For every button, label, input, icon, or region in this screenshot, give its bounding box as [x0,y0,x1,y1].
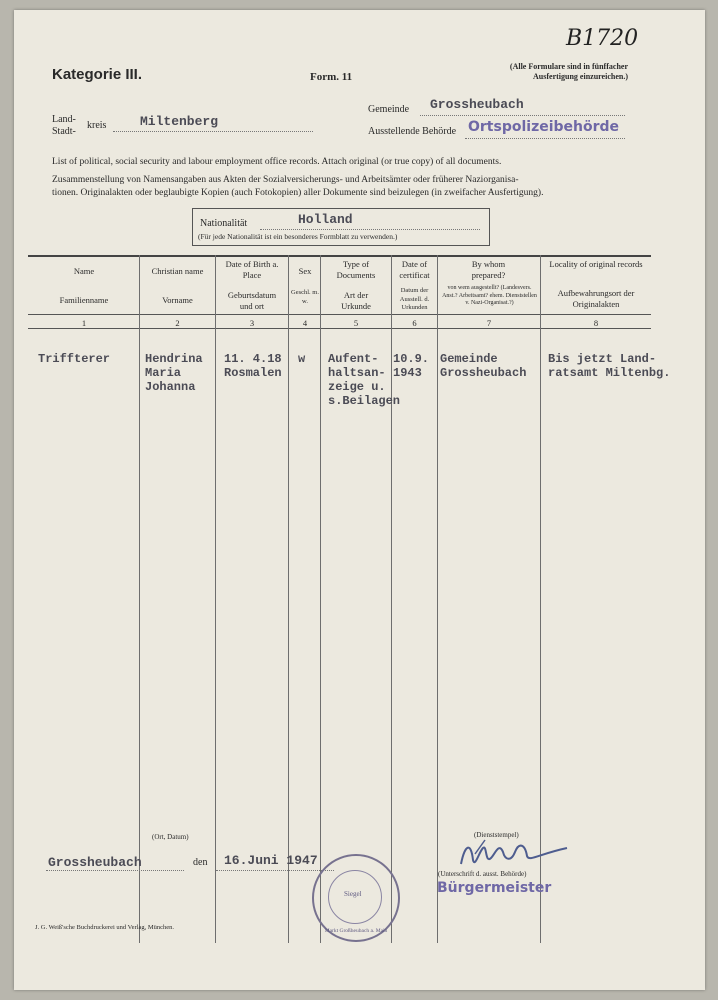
behoerde-label: Ausstellende Behörde [368,126,457,137]
col-divider [288,255,289,943]
col-sex-en: Sex [298,266,312,276]
col-divider [437,255,438,943]
behoerde-stamp: Ortspolizeibehörde [468,119,620,135]
col-num: 4 [302,318,308,328]
category-title: Kategorie III. [52,66,143,83]
seal-center-text: Siegel [344,890,362,898]
row-birth: 11. 4.18 Rosmalen [224,352,282,380]
col-num: 7 [486,318,492,328]
col-name-de: Familienname [59,295,109,305]
kreis-label: kreis [87,120,107,131]
printer-imprint: J. G. Weiß'sche Buchdruckerei und Verlag, München. [35,924,175,931]
unterschrift-caption: (Unterschrift d. ausst. Behörde) [438,870,527,878]
col-sex-de: Geschl. m. w. [291,289,319,305]
col-christian-de: Vorname [162,295,193,305]
official-seal [312,854,400,942]
col-locality-en: Locality of original records [549,259,643,269]
table-top-rule [28,255,651,257]
dienststempel-caption: (Dienststempel) [474,831,519,839]
copies-note-2: Ausfertigung einzureichen.) [533,72,628,81]
behoerde-line [465,138,625,139]
col-birth-en: Date of Birth a. Place [225,259,279,280]
col-num: 2 [175,318,180,328]
col-prepared-en: By whom prepared? [471,259,506,280]
row-locality: Bis jetzt Land- ratsamt Miltenbg. [548,352,671,380]
nationality-value: Holland [298,212,353,227]
footer-date: 16.Juni 1947 [224,853,318,868]
form-number: Form. 11 [310,71,353,83]
gemeinde-line [420,115,625,116]
footer-ort: Grossheubach [48,855,142,870]
col-birth-de: Geburtsdatum und ort [227,290,277,311]
row-sex: w [298,352,306,366]
col-christian-en: Christian name [151,266,204,276]
col-doctype-en: Type of Documents [336,259,376,280]
gemeinde-value: Grossheubach [430,97,524,112]
row-doc-type: Aufent- haltsan- zeige u. s.Beilagen [328,352,401,408]
landkreis-label-land: Land- [52,114,76,125]
col-locality-de: Aufbewahrungsort der Originalakten [557,288,635,309]
gemeinde-label: Gemeinde [368,104,410,115]
ort-line [46,870,184,871]
intro-german-1: Zusammenstellung von Namensangaben aus Akten der Sozialversicherungs- und Arbeitsämter oder früherer Naziorganisa- [52,175,519,185]
col-num: 6 [412,318,417,328]
nationality-label: Nationalität [200,218,248,229]
landkreis-line [113,131,313,132]
col-num: 1 [81,318,87,328]
ort-datum-caption: (Ort, Datum) [152,833,189,841]
col-num: 3 [249,318,255,328]
col-date-de: Datum der Ausstell. d. Urkunden [399,287,430,311]
landkreis-value: Miltenberg [140,114,219,129]
row-christian-name: Hendrina Maria Johanna [145,352,203,394]
intro-english: List of political, social security and labour employment office records. Attach original (or true copy) of all documents. [52,157,502,167]
col-date-en: Date of certificat [399,259,430,280]
footer-den: den [193,857,208,868]
col-prepared-de: von wem ausgestellt? (Landesvers. Anst.? Arbeitsamt? ehem. Dienststellen v. Nazi-Organisat.?) [442,285,537,306]
col-doctype-de: Art der Urkunde [341,290,371,311]
row-doc-date: 10.9. 1943 [393,352,430,380]
signature-role-stamp: Bürgermeister [437,880,552,896]
page-number: B1720 [566,26,639,51]
signature-scribble [455,834,575,874]
row-prepared-by: Gemeinde Grossheubach [440,352,527,380]
col-num: 5 [353,318,359,328]
nationality-line [260,229,480,230]
nationality-note: (Für jede Nationalität ist ein besonderes Formblatt zu verwenden.) [198,232,398,241]
table-header-rule [28,314,651,315]
copies-note-1: (Alle Formulare sind in fünffacher [509,62,628,71]
col-name-en: Name [73,266,95,276]
row-name: Triffterer [38,352,111,366]
col-divider [320,255,321,943]
intro-german-2: tionen. Originalakten oder beglaubigte Kopien (auch Fotokopien) aller Dokumente sind beizulegen (in zweifacher Ausfertigung). [52,188,544,198]
col-divider [139,255,140,943]
seal-legend: Markt Großheubach a. Main [324,928,388,934]
landkreis-label-stadt: Stadt- [52,126,76,137]
col-num: 8 [593,318,599,328]
col-divider [215,255,216,943]
date-line [216,870,334,871]
